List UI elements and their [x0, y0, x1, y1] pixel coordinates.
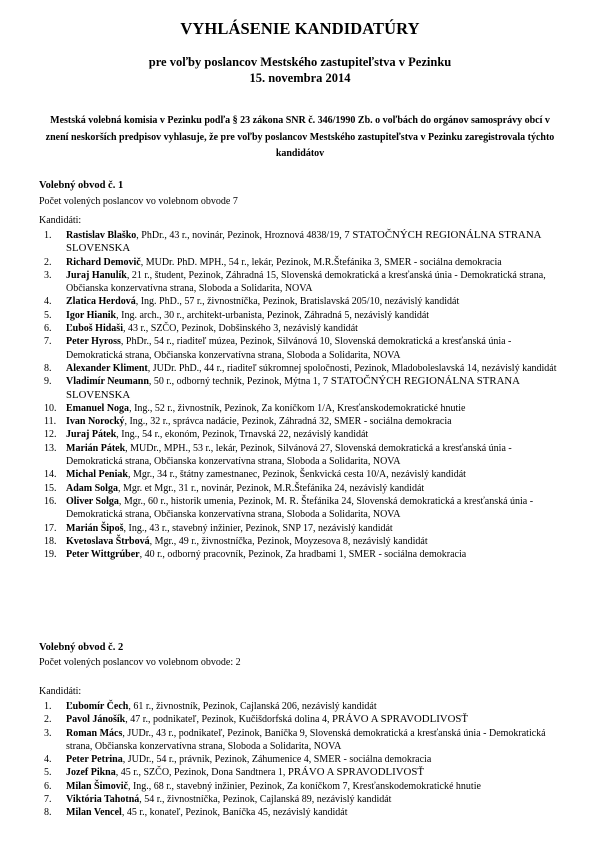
candidate-item	[39, 295, 569, 308]
candidate-item	[39, 495, 569, 522]
candidate-item	[39, 269, 569, 296]
candidate-name: Juraj Pátek	[66, 429, 117, 441]
candidate-details: , Mgr. et Mgr., 31 r., novinár, Pezinok, M.R.Štefánika 24, nezávislý kandidát	[117, 482, 425, 494]
candidate-name: Juraj Hanulík	[66, 269, 127, 281]
candidate-details: , 50 r., odborný technik, Pezinok, Mýtna 1,	[148, 376, 323, 388]
candidate-name: Igor Hianik	[66, 309, 117, 321]
candidate-item	[39, 468, 569, 481]
candidate-item	[39, 482, 569, 495]
subtitle-line-1: pre voľby poslancov Mestského zastupiteľstva v Pezinku	[148, 55, 452, 69]
candidate-name: Peter Petrina	[66, 754, 123, 766]
candidate-name: Peter Wittgrúber	[66, 549, 140, 561]
candidate-number: 2.	[44, 714, 52, 726]
candidate-number: 11.	[44, 416, 57, 428]
candidate-details: , 21 r., študent, Pezinok, Záhradná 15, Slovenská demokratická a kresťanská únia - Demokratická strana, Občianska konzervatívna strana, Sloboda a Solidarita, NOVA	[66, 269, 546, 295]
district-1-candidates-label: Kandidáti:	[39, 215, 82, 226]
candidate-details: , Ing., 68 r., stavebný inžinier, Pezinok, Za koníčkom 7, Kresťanskodemokratické hnutie	[127, 780, 481, 792]
candidate-name: Emanuel Noga	[66, 402, 130, 414]
candidate-number: 8.	[44, 807, 52, 819]
candidate-number: 2.	[44, 256, 52, 268]
candidate-number: 1.	[44, 230, 52, 241]
candidate-name: Adam Solga	[66, 482, 118, 494]
candidate-name: Kvetoslava Štrbová	[66, 535, 150, 547]
candidate-name: Michal Peniak	[66, 469, 128, 481]
candidate-number: 13.	[44, 442, 57, 454]
candidate-details: , Mgr., 49 r., živnostníčka, Pezinok, Moyzesova 8, nezávislý kandidát	[149, 535, 428, 547]
subtitle-line-2: 15. novembra 2014	[249, 71, 351, 85]
candidate-details: , JUDr., 43 r., podnikateľ, Pezinok, Baníčka 9, Slovenská demokratická a kresťanská únia - Demokratická strana, Občianska konzervatívna strana, Sloboda a Solidarita, NOVA	[66, 727, 546, 752]
candidate-details: , PhDr., 43 r., novinár, Pezinok, Hroznová 4838/19,	[136, 230, 345, 241]
candidate-number: 4.	[44, 296, 52, 308]
candidate-item	[39, 700, 569, 713]
candidate-details: , PhDr., 54 r., riaditeľ múzea, Pezinok, Silvánová 10, Slovenská demokratická a kresťanská únia - Demokratická strana, Občianska konzervatívna strana, Sloboda a Solidarita, NOVA	[66, 336, 512, 361]
candidate-details: , Mgr., 34 r., štátny zamestnanec, Pezinok, Šenkvická cesta 10/A, nezávislý kandidát	[127, 469, 466, 481]
candidate-details: , Ing. PhD., 57 r., živnostníčka, Pezinok, Bratislavská 205/10, nezávislý kandidát	[135, 296, 460, 308]
candidate-number: 9.	[44, 376, 52, 388]
candidate-number: 8.	[44, 362, 52, 374]
candidate-item	[39, 362, 569, 375]
candidate-number: 15.	[44, 482, 57, 494]
candidate-number: 7.	[44, 336, 52, 348]
candidate-name: Rastislav Blaško	[66, 230, 137, 241]
candidate-name: Viktória Tahotná	[66, 794, 140, 806]
candidate-number: 12.	[44, 429, 57, 441]
candidate-item	[39, 753, 569, 766]
candidate-number: 3.	[44, 269, 52, 281]
candidate-number: 3.	[44, 727, 52, 739]
candidate-item	[39, 375, 569, 402]
candidate-details: , 45 r., konateľ, Pezinok, Baníčka 45, nezávislý kandidát	[121, 807, 348, 819]
district-2-candidates-label: Kandidáti:	[39, 686, 82, 697]
candidate-party: 7 STATOČNÝCH REGIONÁLNA STRANA SLOVENSKA	[66, 375, 520, 401]
candidate-details: , 40 r., odborný pracovník, Pezinok, Za hradbami 1, SMER - sociálna demokracia	[139, 549, 467, 561]
candidate-details: , 43 r., SZČO, Pezinok, Dobšinského 3, nezávislý kandidát	[122, 323, 358, 335]
candidate-item	[39, 309, 569, 322]
candidate-number: 10.	[44, 402, 57, 414]
candidate-name: Marián Pátek	[66, 442, 126, 454]
candidate-details: , JUDr. PhD., 44 r., riaditeľ súkromnej spoločnosti, Pezinok, Mladoboleslavská 14, nezávislý kandidát	[147, 362, 557, 374]
document-title: VYHLÁSENIE KANDIDATÚRY	[180, 19, 420, 38]
candidate-number: 4.	[44, 754, 52, 766]
document-subtitle	[0, 54, 600, 86]
candidate-details: , Mgr., 60 r., historik umenia, Pezinok, M. R. Štefánika 24, Slovenská demokratická a kresťanská únia - Demokratická strana, Občianska konzervatívna strana, Sloboda a Solidarita, NOVA	[66, 495, 534, 521]
candidate-number: 6.	[44, 323, 52, 335]
intro-paragraph: Mestská volebná komisia v Pezinku podľa § 23 zákona SNR č. 346/1990 Zb. o voľbách do orgánov samosprávy obcí v znení neskorších predpisov vyhlasuje, že pre voľby poslancov Mestského zastupiteľstva v Pezinku zaregistrovala týchto kandidátov	[45, 115, 555, 159]
candidate-details: , 54 r., živnostníčka, Pezinok, Cajlanská 89, nezávislý kandidát	[139, 794, 392, 806]
candidate-item	[39, 442, 569, 469]
candidate-details: , Ing., 32 r., správca nadácie, Pezinok, Záhradná 32, SMER - sociálna demokracia	[124, 416, 452, 428]
candidate-item	[39, 793, 569, 806]
candidate-item	[39, 713, 569, 726]
candidate-name: Ľubomír Čech	[66, 701, 129, 712]
candidate-name: Alexander Kliment	[66, 362, 148, 374]
candidate-name: Vladimír Neumann	[66, 376, 149, 388]
candidate-details: , Ing., 52 r., živnostník, Pezinok, Za koníčkom 1/A, Kresťanskodemokratické hnutie	[129, 402, 466, 414]
candidate-details: , Ing., 54 r., ekonóm, Pezinok, Trnavská 22, nezávislý kandidát	[116, 429, 369, 441]
candidate-details: , MUDr. PhD. MPH., 54 r., lekár, Pezinok, M.R.Štefánika 3, SMER - sociálna demokracia	[140, 256, 502, 268]
candidate-name: Ľuboš Hidaši	[66, 323, 123, 335]
candidate-party: PRÁVO A SPRAVODLIVOSŤ	[287, 766, 424, 779]
candidate-name: Milan Šimovič	[66, 780, 128, 792]
candidate-item	[39, 522, 569, 535]
candidate-party: 7 STATOČNÝCH REGIONÁLNA STRANA SLOVENSKA	[66, 229, 541, 255]
candidate-item	[39, 780, 569, 793]
candidate-name: Oliver Solga	[66, 495, 119, 507]
candidate-number: 17.	[44, 522, 57, 534]
candidate-item	[39, 229, 569, 256]
candidate-number: 6.	[44, 780, 52, 792]
candidate-number: 19.	[44, 549, 57, 561]
candidate-item	[39, 322, 569, 335]
candidate-item	[39, 402, 569, 415]
candidate-name: Zlatica Herdová	[66, 296, 136, 308]
candidate-item	[39, 766, 569, 779]
candidate-number: 5.	[44, 767, 52, 779]
candidate-name: Milan Vencel	[66, 807, 122, 819]
candidate-name: Ivan Norocký	[66, 416, 125, 428]
candidate-name: Marián Šipoš	[66, 522, 124, 534]
candidate-item	[39, 428, 569, 441]
district-1-title: Volebný obvod č. 1	[39, 180, 124, 191]
candidate-number: 14.	[44, 469, 57, 481]
candidate-name: Richard Demovič	[66, 256, 141, 268]
district-2-title: Volebný obvod č. 2	[39, 642, 124, 653]
district-2-seats: Počet volených poslancov vo volebnom obvode: 2	[39, 657, 241, 668]
candidate-name: Jozef Pikna	[66, 767, 116, 779]
candidate-number: 5.	[44, 309, 52, 321]
candidate-item	[39, 256, 569, 269]
candidate-item	[39, 415, 569, 428]
candidate-details: , MUDr., MPH., 53 r., lekár, Pezinok, Silvánová 27, Slovenská demokratická a kresťanská únia - Demokratická strana, Občianska konzervatívna strana, Sloboda a Solidarita, NOVA	[66, 442, 512, 468]
candidate-item	[39, 548, 569, 561]
candidate-number: 18.	[44, 535, 57, 547]
district-1-seats: Počet volených poslancov vo volebnom obvode 7	[39, 196, 238, 207]
candidate-number: 1.	[44, 701, 52, 712]
candidate-details: , 61 r., živnostník, Pezinok, Cajlanská 206, nezávislý kandidát	[128, 701, 377, 712]
candidate-details: , JUDr., 54 r., právnik, Pezinok, Záhumenice 4, SMER - sociálna demokracia	[122, 754, 432, 766]
candidate-item	[39, 727, 569, 754]
candidate-name: Peter Hyross	[66, 336, 121, 348]
district-1-candidate-list	[39, 229, 569, 561]
candidate-name: Pavol Jánošík	[66, 714, 126, 726]
candidate-party: PRÁVO A SPRAVODLIVOSŤ	[332, 713, 468, 726]
candidate-details: , Ing., 43 r., stavebný inžinier, Pezinok, SNP 17, nezávislý kandidát	[123, 522, 393, 534]
candidate-details: , 45 r., SZČO, Pezinok, Dona Sandtnera 1,	[115, 767, 288, 779]
candidate-item	[39, 806, 569, 819]
district-2-candidate-list	[39, 700, 569, 820]
candidate-name: Roman Mács	[66, 727, 123, 739]
candidate-details: , 47 r., podnikateľ, Pezinok, Kučišdorfská dolina 4,	[125, 714, 332, 726]
candidate-details: , Ing. arch., 30 r., architekt-urbanista, Pezinok, Záhradná 5, nezávislý kandidát	[116, 309, 430, 321]
candidate-item	[39, 335, 569, 362]
candidate-number: 7.	[44, 794, 52, 806]
candidate-item	[39, 535, 569, 548]
candidate-number: 16.	[44, 495, 57, 507]
